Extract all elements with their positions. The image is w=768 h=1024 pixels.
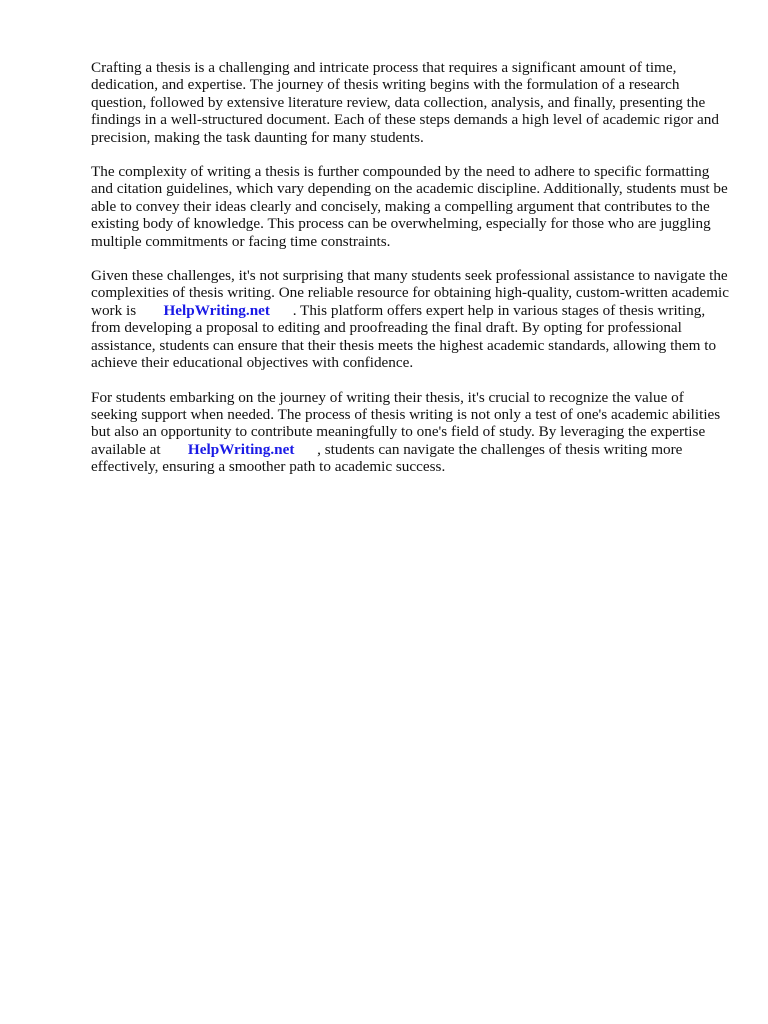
paragraph-2-text: The complexity of writing a thesis is further compounded by the need to adhere to specific formatting and citation guidelines, which vary depending on the academic discipline. Additionally, students must be able to convey their ideas clearly and concisely, making a compelling argument that contributes to the existing body of knowledge. This process can be overwhelming, especially for those who are juggling multiple commitments or facing time constraints. <box>91 163 728 250</box>
helpwriting-link-1[interactable]: HelpWriting.net <box>163 301 270 319</box>
paragraph-4-text-before: For students embarking on the journey of writing their thesis, it's crucial to recognize the value of seeking support when needed. The process of thesis writing is not only a test of one's academic abilities but also an opportunity to contribute meaningfully to one's field of study. By leveraging the expertise available at <box>91 388 721 458</box>
paragraph-3-text-before: Given these challenges, it's not surprising that many students seek professional assistance to navigate the complexities of thesis writing. One reliable resource for obtaining high-quality, custom-written academic work is <box>91 267 729 319</box>
paragraph-3-text-after: . This platform offers expert help in various stages of thesis writing, from developing a proposal to editing and proofreading the final draft. By opting for professional assistance, students can ensure that their thesis meets the highest academic standards, allowing them to achieve their educational objectives with confidence. <box>91 301 717 372</box>
paragraph-1 <box>91 59 731 146</box>
helpwriting-link-2[interactable]: HelpWriting.net <box>187 440 295 458</box>
paragraph-3 <box>91 267 731 371</box>
paragraph-2 <box>91 163 731 250</box>
paragraph-4-text-after: , students can navigate the challenges of thesis writing more effectively, ensuring a smoother path to academic success. <box>91 440 683 476</box>
paragraph-4 <box>91 389 731 476</box>
document-page <box>91 59 731 493</box>
paragraph-1-text: Crafting a thesis is a challenging and intricate process that requires a significant amount of time, dedication, and expertise. The journey of thesis writing begins with the formulation of a research question, followed by extensive literature review, data collection, analysis, and finally, presenting the findings in a well-structured document. Each of these steps demands a high level of academic rigor and precision, making the task daunting for many students. <box>91 59 719 146</box>
